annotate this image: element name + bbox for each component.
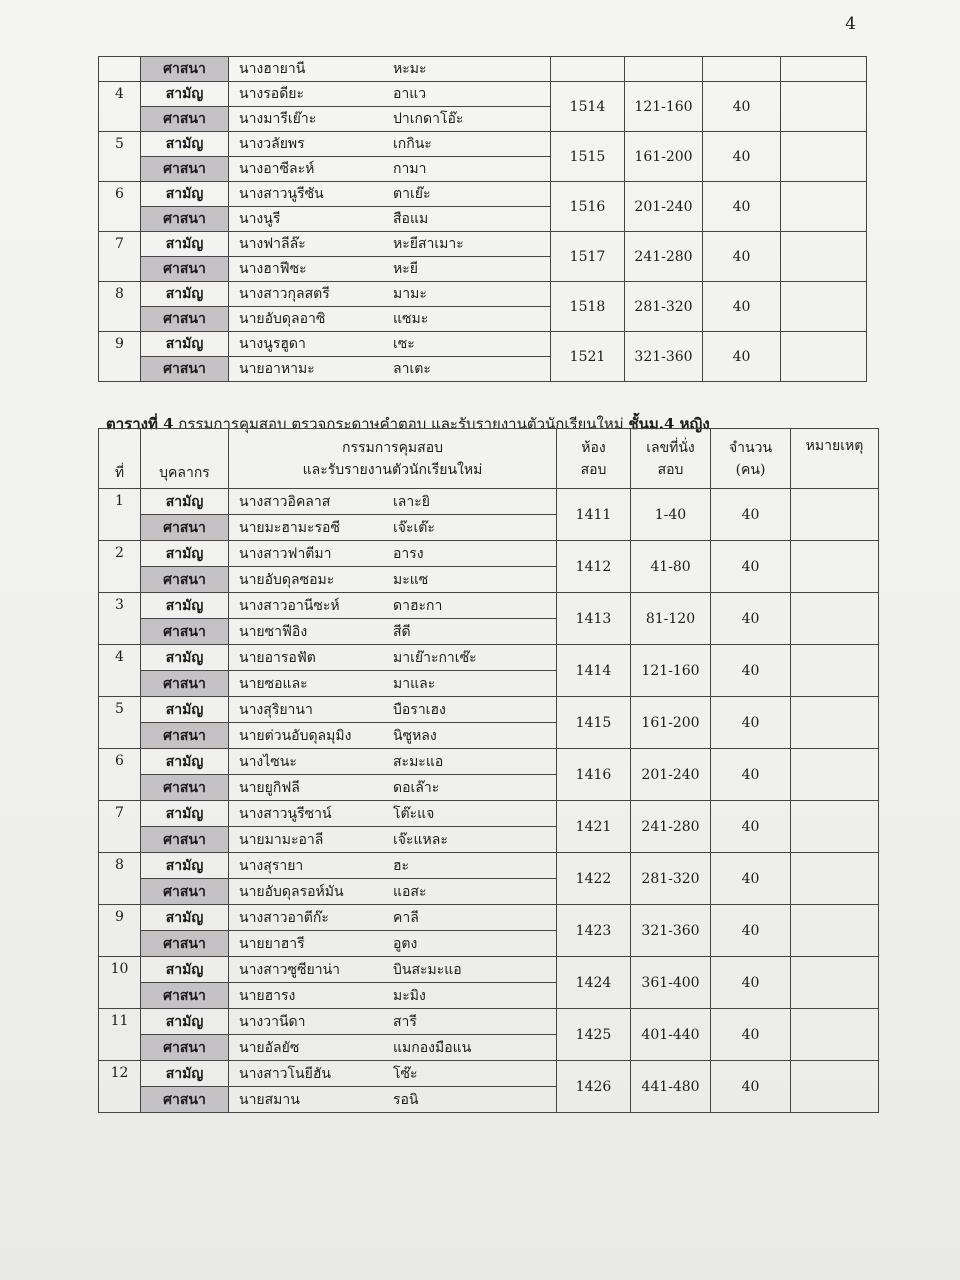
committee-member-name bbox=[229, 207, 551, 232]
committee-member-name bbox=[229, 645, 557, 671]
committee-member-name bbox=[229, 853, 557, 879]
table-row bbox=[99, 593, 879, 619]
committee-member-name bbox=[229, 879, 557, 905]
given-name: นางไซนะ bbox=[239, 753, 297, 770]
surname: มะแซ bbox=[393, 571, 429, 588]
given-name: นางสุรายา bbox=[239, 857, 304, 874]
committee-member-name bbox=[229, 1087, 557, 1113]
table-row bbox=[99, 182, 867, 207]
header-count bbox=[711, 429, 791, 489]
remarks-cell bbox=[781, 282, 867, 332]
committee-member-name bbox=[229, 132, 551, 157]
table-row bbox=[99, 282, 867, 307]
count-cell: 40 bbox=[711, 749, 791, 801]
committee-member-name bbox=[229, 489, 557, 515]
committee-member-name bbox=[229, 157, 551, 182]
surname: ปาเกดาโอ๊ะ bbox=[393, 111, 464, 127]
row-number: 6 bbox=[99, 182, 141, 232]
surname: แซมะ bbox=[393, 311, 429, 327]
surname: หะมะ bbox=[393, 61, 427, 77]
staff-category-cell: ศาสนา bbox=[141, 157, 229, 182]
committee-member-name bbox=[229, 357, 551, 382]
count-cell: 40 bbox=[703, 182, 781, 232]
seats-cell: 161-200 bbox=[625, 132, 703, 182]
room-cell: 1415 bbox=[557, 697, 631, 749]
staff-category-cell: สามัญ bbox=[141, 905, 229, 931]
staff-category-cell: สามัญ bbox=[141, 541, 229, 567]
row-number: 10 bbox=[99, 957, 141, 1009]
remarks-cell bbox=[791, 1061, 879, 1113]
staff-category-cell: สามัญ bbox=[141, 697, 229, 723]
count-cell: 40 bbox=[703, 132, 781, 182]
committee-member-name bbox=[229, 827, 557, 853]
seats-cell: 121-160 bbox=[631, 645, 711, 697]
committee-member-name bbox=[229, 541, 557, 567]
remarks-cell bbox=[791, 905, 879, 957]
staff-category-cell: ศาสนา bbox=[141, 723, 229, 749]
surname: ฮะ bbox=[393, 857, 410, 874]
table-row bbox=[99, 697, 879, 723]
room-cell: 1421 bbox=[557, 801, 631, 853]
staff-category-cell: ศาสนา bbox=[141, 1035, 229, 1061]
staff-category-cell: ศาสนา bbox=[141, 931, 229, 957]
row-number: 7 bbox=[99, 801, 141, 853]
count-cell: 40 bbox=[703, 232, 781, 282]
surname: ลาเตะ bbox=[393, 361, 431, 377]
room-cell: 1416 bbox=[557, 749, 631, 801]
surname: สารี bbox=[393, 1013, 417, 1030]
table-row bbox=[99, 82, 867, 107]
header-seats-line1: เลขที่นั่ง bbox=[646, 439, 695, 456]
staff-category-cell: ศาสนา bbox=[141, 879, 229, 905]
given-name: นางนูรฮูดา bbox=[239, 336, 306, 352]
seats-cell bbox=[625, 57, 703, 82]
room-cell bbox=[551, 57, 625, 82]
table-row bbox=[99, 853, 879, 879]
given-name: นางสาวโนยีฮัน bbox=[239, 1065, 331, 1082]
room-cell: 1518 bbox=[551, 282, 625, 332]
committee-member-name bbox=[229, 983, 557, 1009]
committee-member-name bbox=[229, 957, 557, 983]
header-room-line2: สอบ bbox=[580, 461, 607, 478]
committee-table bbox=[98, 428, 879, 1113]
given-name: นางสาวอิคลาส bbox=[239, 493, 331, 510]
seats-cell: 241-280 bbox=[631, 801, 711, 853]
page-number: 4 bbox=[845, 14, 856, 34]
given-name: นางอาซีละห์ bbox=[239, 161, 315, 177]
given-name: นางมารีเย๊าะ bbox=[239, 111, 317, 127]
committee-member-name bbox=[229, 749, 557, 775]
given-name: นายสมาน bbox=[239, 1091, 300, 1108]
surname: อารง bbox=[393, 545, 424, 562]
given-name: นายมามะอาลี bbox=[239, 831, 324, 848]
remarks-cell bbox=[791, 697, 879, 749]
seats-cell: 321-360 bbox=[625, 332, 703, 382]
surname: เจ๊ะแหละ bbox=[393, 831, 448, 848]
committee-member-name bbox=[229, 775, 557, 801]
given-name: นางฟาลีล๊ะ bbox=[239, 236, 306, 252]
count-cell: 40 bbox=[711, 801, 791, 853]
row-number: 9 bbox=[99, 332, 141, 382]
committee-member-name bbox=[229, 257, 551, 282]
count-cell: 40 bbox=[711, 853, 791, 905]
header-remarks: หมายเหตุ bbox=[791, 429, 879, 489]
given-name: นางวลัยพร bbox=[239, 136, 305, 152]
row-number: 8 bbox=[99, 282, 141, 332]
staff-category-cell: สามัญ bbox=[141, 182, 229, 207]
remarks-cell bbox=[791, 489, 879, 541]
remarks-cell bbox=[781, 82, 867, 132]
given-name: นายต่วนอับดุลมุมิง bbox=[239, 727, 352, 744]
surname: มาและ bbox=[393, 675, 436, 692]
surname: รอนิ bbox=[393, 1091, 419, 1108]
staff-category-cell: ศาสนา bbox=[141, 307, 229, 332]
given-name: นางสาวฟาตีมา bbox=[239, 545, 332, 562]
staff-category-cell: สามัญ bbox=[141, 489, 229, 515]
count-cell: 40 bbox=[703, 82, 781, 132]
surname: โต๊ะแจ bbox=[393, 805, 435, 822]
row-number: 8 bbox=[99, 853, 141, 905]
committee-member-name bbox=[229, 619, 557, 645]
header-committee-line1: กรรมการคุมสอบ bbox=[341, 439, 444, 456]
committee-member-name bbox=[229, 57, 551, 82]
committee-member-name bbox=[229, 182, 551, 207]
row-number: 4 bbox=[99, 82, 141, 132]
staff-category-cell: สามัญ bbox=[141, 132, 229, 157]
header-room bbox=[557, 429, 631, 489]
seats-cell: 161-200 bbox=[631, 697, 711, 749]
room-cell: 1426 bbox=[557, 1061, 631, 1113]
surname: ดอเล๊าะ bbox=[393, 779, 440, 796]
remarks-cell bbox=[791, 1009, 879, 1061]
table-row bbox=[99, 332, 867, 357]
given-name: นางสาวนูรีซัน bbox=[239, 186, 324, 202]
given-name: นายยาฮารี bbox=[239, 935, 305, 952]
staff-category-cell: สามัญ bbox=[141, 1009, 229, 1035]
given-name: นายอับดุลอาซิ bbox=[239, 311, 326, 327]
room-cell: 1517 bbox=[551, 232, 625, 282]
surname: เลาะยิ bbox=[393, 493, 430, 510]
committee-member-name bbox=[229, 307, 551, 332]
header-staff: บุคลากร bbox=[141, 429, 229, 489]
count-cell: 40 bbox=[711, 905, 791, 957]
surname: หะยี bbox=[393, 261, 418, 277]
remarks-cell bbox=[781, 132, 867, 182]
room-cell: 1516 bbox=[551, 182, 625, 232]
row-number: 6 bbox=[99, 749, 141, 801]
header-no: ที่ bbox=[99, 429, 141, 489]
count-cell: 40 bbox=[703, 282, 781, 332]
header-count-line2: (คน) bbox=[735, 461, 766, 478]
given-name: นางสาวกุลสตรี bbox=[239, 286, 330, 302]
surname: มาเย๊าะกาเซ๊ะ bbox=[393, 649, 477, 666]
seats-cell: 41-80 bbox=[631, 541, 711, 593]
committee-member-name bbox=[229, 332, 551, 357]
remarks-cell bbox=[791, 645, 879, 697]
staff-category-cell: สามัญ bbox=[141, 593, 229, 619]
table-caption-text: กรรมการคุมสอบ ตรวจกระดาษคำตอบ และรับรายงานตัวนักเรียนใหม่ bbox=[178, 415, 624, 433]
seats-cell: 81-120 bbox=[631, 593, 711, 645]
surname: สะมะแอ bbox=[393, 753, 444, 770]
table-row bbox=[99, 801, 879, 827]
count-cell: 40 bbox=[703, 332, 781, 382]
row-number: 3 bbox=[99, 593, 141, 645]
row-number: 4 bbox=[99, 645, 141, 697]
count-cell: 40 bbox=[711, 489, 791, 541]
remarks-cell bbox=[781, 332, 867, 382]
staff-category-cell: ศาสนา bbox=[141, 775, 229, 801]
given-name: นางนูรี bbox=[239, 211, 281, 227]
row-number: 5 bbox=[99, 697, 141, 749]
table-row bbox=[99, 489, 879, 515]
staff-category-cell: สามัญ bbox=[141, 749, 229, 775]
committee-table-continued-body bbox=[99, 57, 867, 382]
given-name: นางสาวซูซียาน่า bbox=[239, 961, 341, 978]
remarks-cell bbox=[791, 853, 879, 905]
remarks-cell bbox=[791, 957, 879, 1009]
count-cell bbox=[703, 57, 781, 82]
surname: มามะ bbox=[393, 286, 427, 302]
room-cell: 1424 bbox=[557, 957, 631, 1009]
surname: อูตง bbox=[393, 935, 418, 952]
committee-member-name bbox=[229, 697, 557, 723]
given-name: นางสาวนูรีซาน์ bbox=[239, 805, 332, 822]
given-name: นางวานีดา bbox=[239, 1013, 306, 1030]
given-name: นางสุริยานา bbox=[239, 701, 313, 718]
surname: ตาเย๊ะ bbox=[393, 186, 431, 202]
remarks-cell bbox=[791, 749, 879, 801]
staff-category-cell: สามัญ bbox=[141, 232, 229, 257]
given-name: นายอัลยัซ bbox=[239, 1039, 300, 1056]
committee-member-name bbox=[229, 1035, 557, 1061]
seats-cell: 361-400 bbox=[631, 957, 711, 1009]
surname: เกกินะ bbox=[393, 136, 432, 152]
row-number: 9 bbox=[99, 905, 141, 957]
surname: แอสะ bbox=[393, 883, 427, 900]
committee-table-body bbox=[99, 489, 879, 1113]
given-name: นางฮาฟีซะ bbox=[239, 261, 307, 277]
table-row bbox=[99, 957, 879, 983]
count-cell: 40 bbox=[711, 1009, 791, 1061]
count-cell: 40 bbox=[711, 541, 791, 593]
table-caption-emphasis: ชั้นม.4 หญิง bbox=[628, 415, 710, 433]
table-row bbox=[99, 645, 879, 671]
given-name: นางสาวอานีซะห์ bbox=[239, 597, 340, 614]
surname: สีดี bbox=[393, 623, 411, 640]
seats-cell: 281-320 bbox=[631, 853, 711, 905]
seats-cell: 321-360 bbox=[631, 905, 711, 957]
committee-member-name bbox=[229, 1061, 557, 1087]
room-cell: 1411 bbox=[557, 489, 631, 541]
room-cell: 1521 bbox=[551, 332, 625, 382]
staff-category-cell: ศาสนา bbox=[141, 207, 229, 232]
staff-category-cell: สามัญ bbox=[141, 957, 229, 983]
committee-member-name bbox=[229, 671, 557, 697]
header-committee bbox=[229, 429, 557, 489]
surname: มะมิง bbox=[393, 987, 426, 1004]
given-name: นายฮารง bbox=[239, 987, 296, 1004]
room-cell: 1412 bbox=[557, 541, 631, 593]
surname: หะยีสาเมาะ bbox=[393, 236, 464, 252]
committee-member-name bbox=[229, 723, 557, 749]
surname: เซะ bbox=[393, 336, 415, 352]
staff-category-cell: ศาสนา bbox=[141, 1087, 229, 1113]
committee-table-header bbox=[99, 429, 879, 489]
count-cell: 40 bbox=[711, 645, 791, 697]
count-cell: 40 bbox=[711, 1061, 791, 1113]
room-cell: 1425 bbox=[557, 1009, 631, 1061]
given-name: นางสาวอาตีก๊ะ bbox=[239, 909, 329, 926]
row-number: 5 bbox=[99, 132, 141, 182]
staff-category-cell: ศาสนา bbox=[141, 107, 229, 132]
given-name: นายซาฟีอิง bbox=[239, 623, 308, 640]
seats-cell: 281-320 bbox=[625, 282, 703, 332]
committee-member-name bbox=[229, 1009, 557, 1035]
given-name: นางรอดียะ bbox=[239, 86, 305, 102]
row-number: 1 bbox=[99, 489, 141, 541]
staff-category-cell: ศาสนา bbox=[141, 619, 229, 645]
staff-category-cell: สามัญ bbox=[141, 645, 229, 671]
committee-member-name bbox=[229, 905, 557, 931]
seats-cell: 201-240 bbox=[631, 749, 711, 801]
remarks-cell bbox=[781, 182, 867, 232]
room-cell: 1414 bbox=[557, 645, 631, 697]
table-row bbox=[99, 1009, 879, 1035]
remarks-cell bbox=[781, 232, 867, 282]
remarks-cell bbox=[781, 57, 867, 82]
header-count-line1: จำนวน bbox=[728, 439, 773, 456]
room-cell: 1413 bbox=[557, 593, 631, 645]
surname: โซ๊ะ bbox=[393, 1065, 418, 1082]
given-name: นายอับดุลซอมะ bbox=[239, 571, 335, 588]
table-row bbox=[99, 57, 867, 82]
header-seats-line2: สอบ bbox=[657, 461, 684, 478]
seats-cell: 241-280 bbox=[625, 232, 703, 282]
count-cell: 40 bbox=[711, 957, 791, 1009]
seats-cell: 441-480 bbox=[631, 1061, 711, 1113]
room-cell: 1423 bbox=[557, 905, 631, 957]
staff-category-cell: ศาสนา bbox=[141, 257, 229, 282]
seats-cell: 201-240 bbox=[625, 182, 703, 232]
committee-member-name bbox=[229, 232, 551, 257]
row-number: 12 bbox=[99, 1061, 141, 1113]
committee-table-continued bbox=[98, 56, 867, 382]
committee-member-name bbox=[229, 567, 557, 593]
committee-member-name bbox=[229, 515, 557, 541]
staff-category-cell: สามัญ bbox=[141, 82, 229, 107]
staff-category-cell: ศาสนา bbox=[141, 515, 229, 541]
given-name: นายซอและ bbox=[239, 675, 308, 692]
surname: ดาฮะกา bbox=[393, 597, 443, 614]
count-cell: 40 bbox=[711, 697, 791, 749]
row-number: 2 bbox=[99, 541, 141, 593]
surname: นิซูหลง bbox=[393, 727, 437, 744]
table-row bbox=[99, 905, 879, 931]
staff-category-cell: ศาสนา bbox=[141, 567, 229, 593]
header-seats bbox=[631, 429, 711, 489]
given-name: นายยูกิฟลี bbox=[239, 779, 300, 796]
given-name: นายมะฮามะรอซี bbox=[239, 519, 340, 536]
seats-cell: 121-160 bbox=[625, 82, 703, 132]
remarks-cell bbox=[791, 541, 879, 593]
surname: กามา bbox=[393, 161, 427, 177]
row-number: 11 bbox=[99, 1009, 141, 1061]
staff-category-cell: ศาสนา bbox=[141, 57, 229, 82]
header-row bbox=[99, 429, 879, 489]
surname: สือแม bbox=[393, 211, 429, 227]
staff-category-cell: ศาสนา bbox=[141, 671, 229, 697]
room-cell: 1515 bbox=[551, 132, 625, 182]
given-name: นายอับดุลรอห์มัน bbox=[239, 883, 344, 900]
staff-category-cell: ศาสนา bbox=[141, 357, 229, 382]
header-committee-line2: และรับรายงานตัวนักเรียนใหม่ bbox=[302, 461, 483, 478]
surname: แมกองมือแน bbox=[393, 1039, 472, 1056]
table-row bbox=[99, 749, 879, 775]
seats-cell: 1-40 bbox=[631, 489, 711, 541]
row-number: 7 bbox=[99, 232, 141, 282]
given-name: นางฮายานี bbox=[239, 61, 306, 77]
surname: คาลี bbox=[393, 909, 419, 926]
committee-member-name bbox=[229, 82, 551, 107]
remarks-cell bbox=[791, 801, 879, 853]
staff-category-cell: สามัญ bbox=[141, 282, 229, 307]
staff-category-cell: สามัญ bbox=[141, 1061, 229, 1087]
count-cell: 40 bbox=[711, 593, 791, 645]
given-name: นายอาหามะ bbox=[239, 361, 315, 377]
committee-member-name bbox=[229, 931, 557, 957]
header-room-line1: ห้อง bbox=[581, 439, 606, 456]
surname: บือราเฮง bbox=[393, 701, 446, 718]
committee-member-name bbox=[229, 801, 557, 827]
staff-category-cell: สามัญ bbox=[141, 332, 229, 357]
room-cell: 1422 bbox=[557, 853, 631, 905]
committee-member-name bbox=[229, 593, 557, 619]
surname: อาแว bbox=[393, 86, 427, 102]
surname: บินสะมะแอ bbox=[393, 961, 462, 978]
surname: เจ๊ะเต๊ะ bbox=[393, 519, 435, 536]
table-row bbox=[99, 232, 867, 257]
room-cell: 1514 bbox=[551, 82, 625, 132]
staff-category-cell: ศาสนา bbox=[141, 827, 229, 853]
given-name: นายอารอฟัต bbox=[239, 649, 316, 666]
staff-category-cell: สามัญ bbox=[141, 801, 229, 827]
row-number-cell bbox=[99, 57, 141, 82]
table-caption-label: ตารางที่ 4 bbox=[106, 415, 174, 433]
staff-category-cell: ศาสนา bbox=[141, 983, 229, 1009]
seats-cell: 401-440 bbox=[631, 1009, 711, 1061]
staff-category-cell: สามัญ bbox=[141, 853, 229, 879]
committee-member-name bbox=[229, 282, 551, 307]
table-row bbox=[99, 132, 867, 157]
table-row bbox=[99, 1061, 879, 1087]
table-row bbox=[99, 541, 879, 567]
remarks-cell bbox=[791, 593, 879, 645]
committee-member-name bbox=[229, 107, 551, 132]
